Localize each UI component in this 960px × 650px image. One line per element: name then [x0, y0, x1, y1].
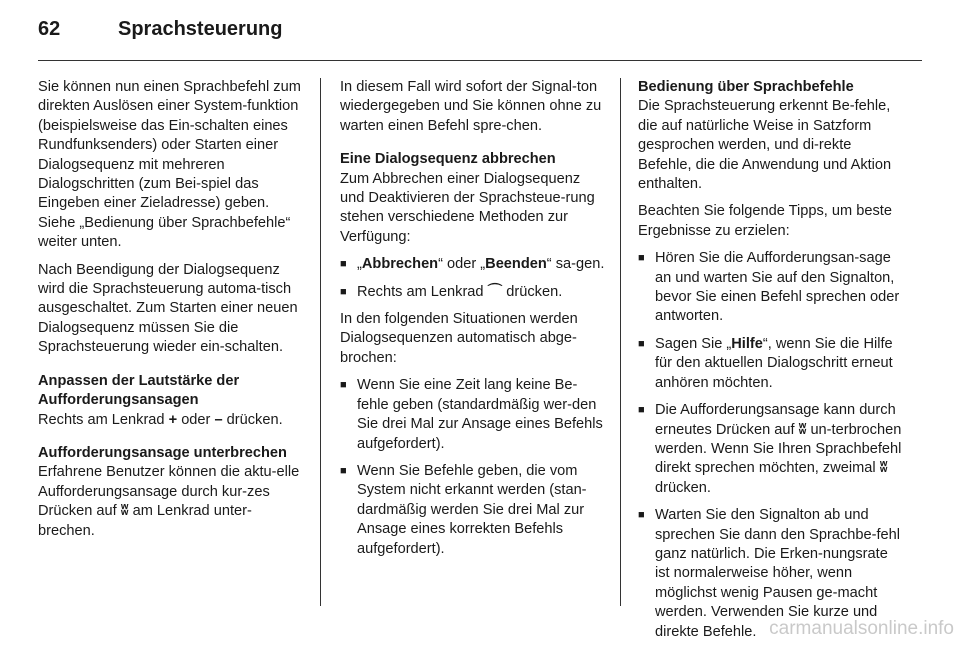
- section-heading: Bedienung über Sprachbefehle: [638, 79, 854, 95]
- list-item: ■ „Abbrechen“ oder „Beenden“ sa-gen.: [340, 255, 606, 274]
- voice-control-icon: ʬ: [120, 503, 129, 520]
- paragraph: Zum Abbrechen einer Dialogsequenz und Deaktivieren der Sprachsteue-rung stehen verschiedene Methoden zur Verfügung:: [340, 170, 595, 245]
- list-item: ■ Sagen Sie „Hilfe“, wenn Sie die Hilfe für den aktuellen Dialogschritt erneut anhören möchten.: [638, 335, 904, 393]
- list-item: ■ Wenn Sie Befehle geben, die vom System nicht erkannt werden (stan-dardmäßig werden Sie drei Mal zur Ansage eines korrekten Befehls aufgefordert).: [340, 462, 606, 559]
- column-1: [38, 78, 306, 549]
- paragraph: Beachten Sie folgende Tipps, um beste Ergebnisse zu erzielen:: [638, 203, 892, 239]
- section-heading: Aufforderungsansage unterbrechen: [38, 444, 287, 461]
- column-divider-2: [620, 78, 621, 606]
- watermark: carmanualsonline.info: [769, 618, 954, 639]
- voice-control-icon: ʬ: [798, 421, 807, 438]
- paragraph: In den folgenden Situationen werden Dialogsequenzen automatisch abge-brochen:: [340, 311, 578, 366]
- paragraph: Die Sprachsteuerung erkennt Be-fehle, die auf natürliche Weise in Satzform gesprochen werden, und di-rekte Befehle, die die Anwendung und Aktion enthalten.: [638, 98, 892, 193]
- paragraph: Erfahrene Benutzer können die aktu-elle Aufforderungsansage durch kur-zes Drücken auf ʬ am Lenkrad unter-brechen.: [38, 464, 300, 539]
- list-item: ■ Wenn Sie eine Zeit lang keine Be-fehle geben (standardmäßig wer-den Sie drei Mal zur Ansage eines Befehls aufgefordert).: [340, 376, 606, 454]
- bullet-list: [638, 249, 904, 642]
- section-heading: Anpassen der Lautstärke der Aufforderungsansagen: [38, 372, 240, 409]
- column-divider-1: [320, 78, 321, 606]
- plus-icon: +: [168, 411, 178, 428]
- list-item: ■ Rechts am Lenkrad ⌒ drücken.: [340, 283, 606, 302]
- minus-icon: –: [214, 411, 223, 428]
- voice-control-icon: ʬ: [879, 460, 888, 477]
- page-title: Sprachsteuerung: [118, 18, 283, 40]
- page-number: 62: [38, 18, 61, 40]
- paragraph: Rechts am Lenkrad + oder – drücken.: [38, 411, 306, 430]
- bullet-list: [340, 255, 606, 302]
- paragraph: In diesem Fall wird sofort der Signal-ton wiedergegeben und Sie können ohne zu warten einen Befehl spre-chen.: [340, 79, 602, 134]
- list-item: ■ Warten Sie den Signalton ab und sprechen Sie dann den Sprachbe-fehl ganz natürlich. Die Erken-nungsrate ist normalerweise höher, wenn möglichst wenig Pausen ge-macht werden. Verwenden Sie kurze und direkte Befehle.: [638, 506, 904, 642]
- bullet-list: [340, 376, 606, 559]
- page-header: [38, 18, 282, 48]
- list-item: ■ Hören Sie die Aufforderungsan-sage an und warten Sie auf den Signalton, bevor Sie einen Befehl sprechen oder antworten.: [638, 249, 904, 327]
- header-rule: [38, 60, 922, 61]
- paragraph: Nach Beendigung der Dialogsequenz wird die Sprachsteuerung automa-tisch ausgeschaltet. Zum Starten einer neuen Dialogsequenz müssen Sie die Sprachsteuerung wieder ein-schalten.: [38, 261, 298, 356]
- list-item: ■ Die Aufforderungsansage kann durch erneutes Drücken auf ʬ un-terbrochen werden. Wenn Sie Ihren Sprachbefehl direkt sprechen möchten, zweimal ʬ drücken.: [638, 401, 904, 498]
- end-call-icon: ⌒: [487, 283, 503, 300]
- section-heading: Eine Dialogsequenz abbrechen: [340, 151, 556, 168]
- paragraph: Sie können nun einen Sprachbefehl zum direkten Auslösen einer System-funktion (beispielsweise das Ein-schalten eines Rundfunksenders) oder Starten einer Dialogsequenz mit mehreren Dialogschritten (zum Bei-spiel das Eingeben einer Zieladresse) geben. Siehe „Bedienung über Sprachbefehle“ weiter unten.: [38, 79, 301, 251]
- column-2: [340, 78, 606, 567]
- column-3: [638, 78, 904, 650]
